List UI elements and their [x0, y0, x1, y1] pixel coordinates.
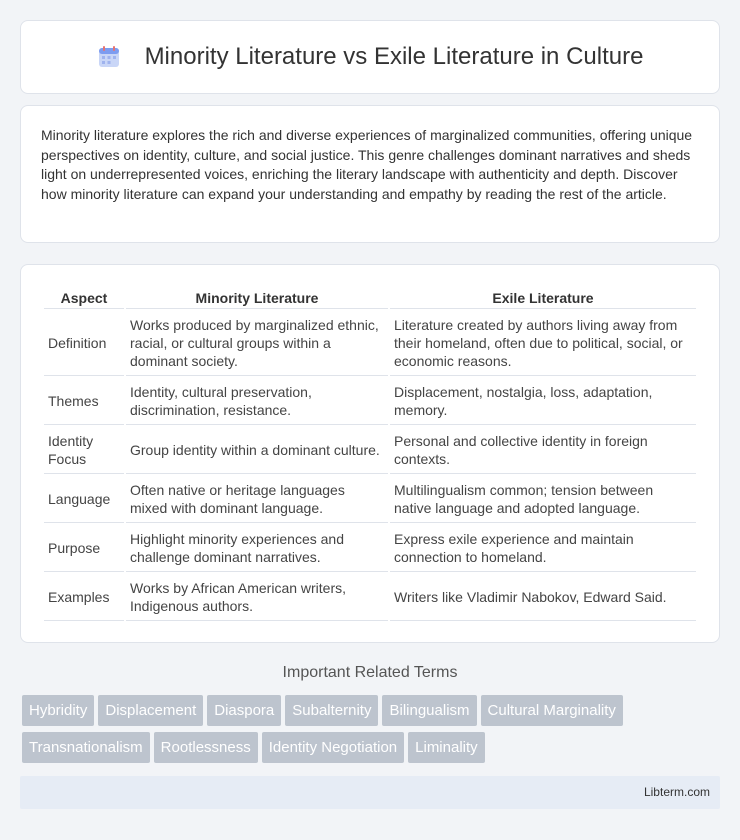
comparison-table: [42, 285, 698, 623]
related-term-tag[interactable]: Bilingualism: [382, 695, 476, 726]
table-row: [44, 311, 696, 376]
related-term-tag[interactable]: Displacement: [98, 695, 203, 726]
exile-cell: Personal and collective identity in foreign contexts.: [390, 427, 696, 474]
column-header: Aspect: [44, 287, 124, 309]
page-title: Minority Literature vs Exile Literature in Culture: [144, 43, 644, 70]
related-term-tag[interactable]: Cultural Marginality: [481, 695, 623, 726]
exile-cell: Displacement, nostalgia, loss, adaptation, memory.: [390, 378, 696, 425]
intro-card: [20, 105, 720, 243]
minority-cell: Identity, cultural preservation, discrimination, resistance.: [126, 378, 388, 425]
table-row: [44, 525, 696, 572]
related-term-tag[interactable]: Diaspora: [207, 695, 281, 726]
exile-cell: Express exile experience and maintain connection to homeland.: [390, 525, 696, 572]
table-row: [44, 427, 696, 474]
table-row: [44, 476, 696, 523]
table-row: [44, 574, 696, 621]
comparison-card: [20, 264, 720, 643]
exile-cell: Literature created by authors living away from their homeland, often due to political, social, or economic reasons.: [390, 311, 696, 376]
aspect-cell: Themes: [44, 378, 124, 425]
related-term-tag[interactable]: Subalternity: [285, 695, 378, 726]
minority-cell: Highlight minority experiences and challenge dominant narratives.: [126, 525, 388, 572]
related-term-tag[interactable]: Identity Negotiation: [262, 732, 404, 763]
exile-cell: Writers like Vladimir Nabokov, Edward Said.: [390, 574, 696, 621]
exile-cell: Multilingualism common; tension between native language and adopted language.: [390, 476, 696, 523]
intro-text: Minority literature explores the rich and diverse experiences of marginalized communities, offering unique perspectives on identity, culture, and social justice. This genre challenges dominant narratives and sheds light on underrepresented voices, enriching the literary landscape with authenticity and depth. Discover how minority literature can expand your understanding and empathy by reading the rest of the article.: [41, 127, 693, 202]
minority-cell: Works produced by marginalized ethnic, racial, or cultural groups within a dominant society.: [126, 311, 388, 376]
minority-cell: Group identity within a dominant culture.: [126, 427, 388, 474]
table-header-row: [44, 287, 696, 309]
column-header: Exile Literature: [390, 287, 696, 309]
minority-cell: Works by African American writers, Indigenous authors.: [126, 574, 388, 621]
column-header: Minority Literature: [126, 287, 388, 309]
header-card: [20, 20, 720, 94]
footer: [20, 776, 720, 809]
related-term-tag[interactable]: Transnationalism: [22, 732, 150, 763]
related-terms-title: Important Related Terms: [282, 664, 458, 681]
aspect-cell: Examples: [44, 574, 124, 621]
related-terms-list: [22, 695, 722, 769]
related-term-tag[interactable]: Liminality: [408, 732, 485, 763]
related-term-tag[interactable]: Hybridity: [22, 695, 94, 726]
related-term-tag[interactable]: Rootlessness: [154, 732, 258, 763]
aspect-cell: Language: [44, 476, 124, 523]
aspect-cell: Identity Focus: [44, 427, 124, 474]
table-row: [44, 378, 696, 425]
calendar-icon: [97, 45, 121, 69]
aspect-cell: Definition: [44, 311, 124, 376]
footer-site-link[interactable]: Libterm.com: [643, 785, 710, 799]
aspect-cell: Purpose: [44, 525, 124, 572]
minority-cell: Often native or heritage languages mixed with dominant language.: [126, 476, 388, 523]
